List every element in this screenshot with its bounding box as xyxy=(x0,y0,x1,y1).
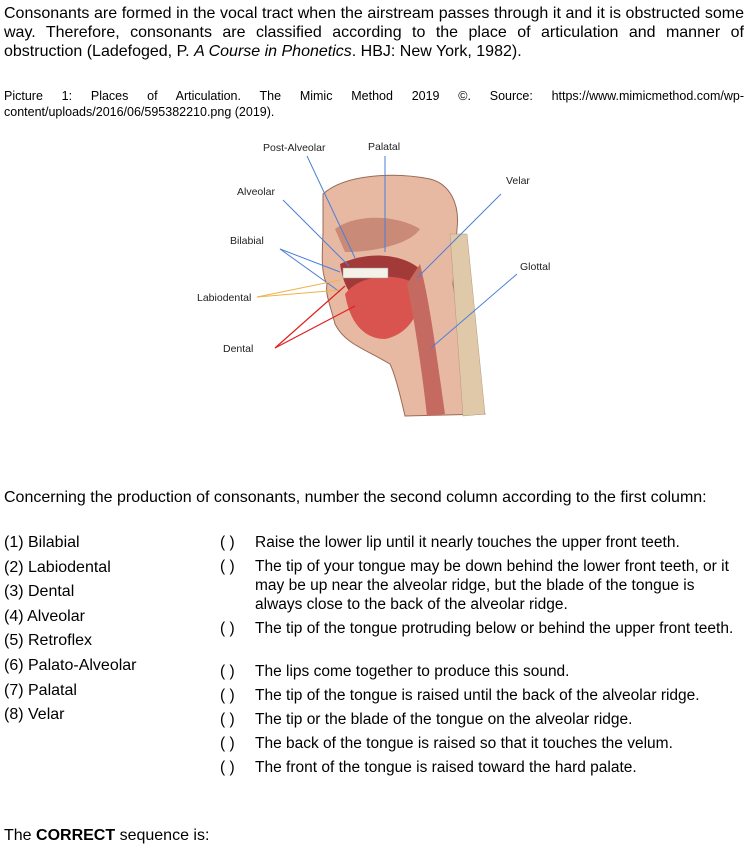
option-text: The lips come together to produce this sound. xyxy=(255,663,570,680)
answer-blank[interactable]: ( ) xyxy=(220,663,235,680)
answer-blank[interactable]: ( ) xyxy=(220,558,235,575)
label-palatal: Palatal xyxy=(368,141,401,153)
intro-paragraph xyxy=(4,4,744,61)
second-column-item xyxy=(220,686,745,705)
first-column-item: (5) Retroflex xyxy=(4,632,93,649)
label-bilabial: Bilabial xyxy=(230,235,264,247)
label-glottal: Glottal xyxy=(520,261,551,273)
second-column-item xyxy=(220,619,745,638)
second-column-item xyxy=(220,734,745,753)
upper-teeth xyxy=(343,268,388,278)
answer-blank[interactable]: ( ) xyxy=(220,735,235,752)
option-text: The tip of your tongue may be down behind the lower front teeth, or it may be up near the alveolar ridge, but the blade of the tongue is always close to the back of the alveolar ridge. xyxy=(255,558,729,613)
option-text: The back of the tongue is raised so that it touches the velum. xyxy=(255,735,673,752)
footer-bold: CORRECT xyxy=(36,827,116,844)
first-column-item: (8) Velar xyxy=(4,706,65,723)
answer-prompt xyxy=(4,826,209,845)
first-column-item: (7) Palatal xyxy=(4,682,77,699)
option-text: The tip or the blade of the tongue on the alveolar ridge. xyxy=(255,711,633,728)
footer-pre: The xyxy=(4,827,37,844)
intro-text-2: . HBJ: New York, 1982). xyxy=(351,43,522,60)
second-column-item xyxy=(220,662,745,681)
answer-blank[interactable]: ( ) xyxy=(220,534,235,551)
label-labiodental: Labiodental xyxy=(197,292,252,304)
articulation-figure xyxy=(195,134,560,424)
first-column-item: (4) Alveolar xyxy=(4,608,85,625)
answer-blank[interactable]: ( ) xyxy=(220,620,235,637)
footer-post: sequence is: xyxy=(115,827,210,844)
answer-blank[interactable]: ( ) xyxy=(220,687,235,704)
first-column-item: (1) Bilabial xyxy=(4,534,80,551)
option-text: Raise the lower lip until it nearly touches the upper front teeth. xyxy=(255,534,680,551)
second-column-item xyxy=(220,533,745,552)
answer-blank[interactable]: ( ) xyxy=(220,711,235,728)
second-column-item xyxy=(220,557,745,614)
articulation-diagram xyxy=(195,134,560,424)
intro-text-1: Consonants are formed in the vocal tract when the airstream passes through it and it is obstructed some way. Therefore, consonants are classified according to the place of articulation and manner of obstruction (Ladefoged, P. xyxy=(4,5,744,60)
option-text: The front of the tongue is raised toward the hard palate. xyxy=(255,759,637,776)
label-post-alveolar: Post-Alveolar xyxy=(263,142,326,154)
question-text: Concerning the production of consonants, number the second column according to the first column: xyxy=(4,489,707,506)
book-title: A Course in Phonetics xyxy=(194,43,352,60)
option-text: The tip of the tongue protruding below or behind the upper front teeth. xyxy=(255,620,734,637)
label-velar: Velar xyxy=(506,175,530,187)
label-dental: Dental xyxy=(223,343,254,355)
option-text: The tip of the tongue is raised until the back of the alveolar ridge. xyxy=(255,687,700,704)
first-column-item: (6) Palato-Alveolar xyxy=(4,657,137,674)
second-column-item xyxy=(220,758,745,777)
second-column-item xyxy=(220,710,745,729)
answer-blank[interactable]: ( ) xyxy=(220,759,235,776)
first-column-item: (3) Dental xyxy=(4,583,75,600)
picture-caption: Picture 1: Places of Articulation. The Mimic Method 2019 ©. Source: https://www.mimicmethod.com/wp-content/uploads/2016/06/595382210.png (2019). xyxy=(4,89,744,119)
label-alveolar: Alveolar xyxy=(237,186,275,198)
first-column-item: (2) Labiodental xyxy=(4,559,111,576)
